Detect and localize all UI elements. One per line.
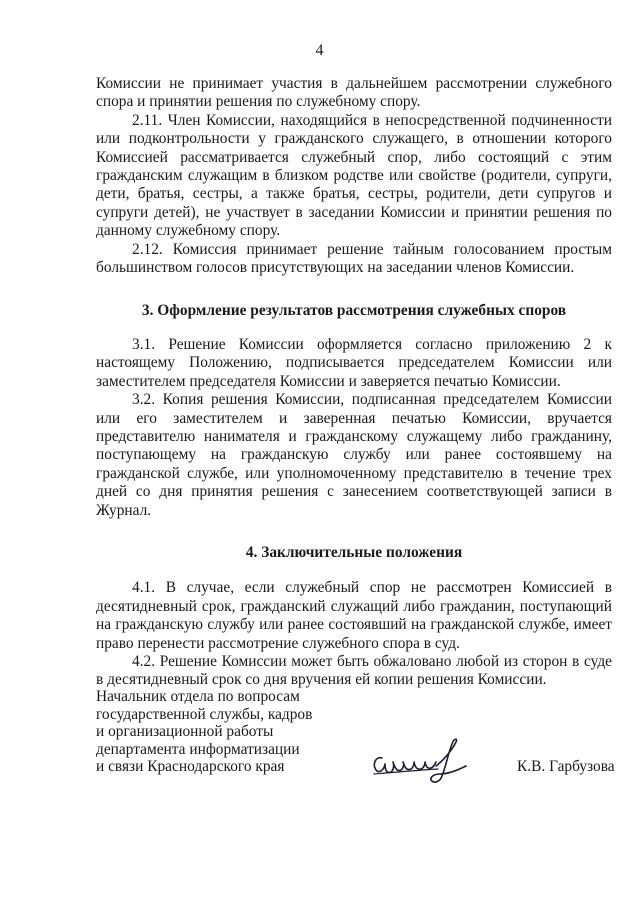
paragraph-2-12: 2.12. Комиссия принимает решение тайным голосованием простым большинством голосов присутствующих на заседании членов Комиссии.	[96, 240, 612, 277]
section-3-title: 3. Оформление результатов рассмотрения служебных споров	[141, 302, 567, 320]
paragraph-continuation: Комиссии не принимает участия в дальнейшем рассмотрении служебного спора и принятии решения по служебному спору.	[96, 75, 612, 111]
section-4-title: 4. Заключительные положения	[245, 543, 463, 561]
document-body	[96, 75, 612, 690]
position-line: государственной службы, кадров	[96, 705, 313, 723]
position-line: и связи Краснодарского края	[96, 758, 285, 776]
page-number: 4	[315, 42, 324, 59]
signatory-position	[96, 688, 312, 776]
paragraph-2-11: 2.11. Член Комиссии, находящийся в непосредственной подчиненности или подконтрольности у гражданского служащего, в отношении которого Комиссией рассматривается служебный спор, либо состоящий с этим гражданским служащим в близком родстве или свойстве (родители, супруги, дети, братья, сестры, а также братья, сестры, родители, дети супругов и супруги детей), не участвует в заседании Комиссии и принятии решения по данному служебному спору.	[96, 111, 612, 240]
paragraph-4-2: 4.2. Решение Комиссии может быть обжаловано любой из сторон в суде в десятидневный срок со дня вручения ей копии решения Комиссии.	[96, 652, 612, 689]
position-line: и организационной работы	[96, 723, 274, 741]
position-line: Начальник отдела по вопросам	[96, 688, 300, 705]
handwritten-signature	[368, 736, 474, 786]
position-line: департамента информатизации	[96, 740, 300, 758]
paragraph-3-1: 3.1. Решение Комиссии оформляется согласно приложению 2 к настоящему Положению, подписывается председателем Комиссии или заместителем председателя Комиссии и заверяется печатью Комиссии.	[96, 335, 612, 390]
paragraph-4-1: 4.1. В случае, если служебный спор не рассмотрен Комиссией в десятидневный срок, гражданский служащий либо гражданин, поступающий на гражданскую службу или ранее состоявший на гражданской службе, имеет право перенести рассмотрение служебного спора в суд.	[96, 579, 612, 652]
signer-name: К.В. Гарбузова	[517, 758, 615, 775]
paragraph-3-2: 3.2. Копия решения Комиссии, подписанная председателем Комиссии или его заместителем и заверенная печатью Комиссии, вручается представителю нанимателя и гражданскому служащему либо гражданину, поступающему на гражданскую службу или ранее состоявшему на гражданской службе, или уполномоченному представителю в течение трех дней со дня принятия решения с занесением соответствующей записи в Журнал.	[96, 391, 612, 519]
